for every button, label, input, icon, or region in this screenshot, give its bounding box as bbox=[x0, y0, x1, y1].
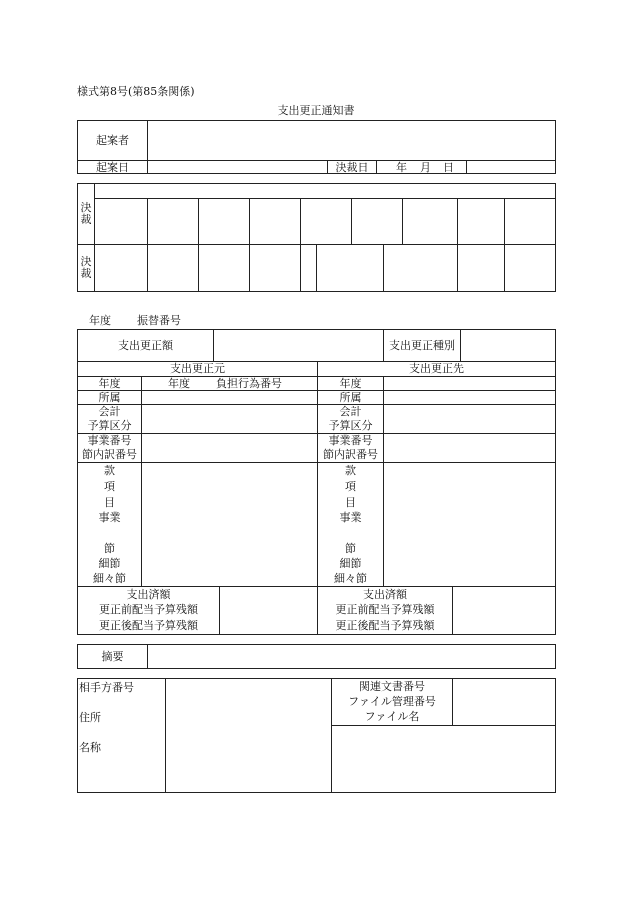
approval-label-1: 決裁 bbox=[80, 201, 92, 226]
dest-heading: 支出更正先 bbox=[409, 362, 464, 375]
source-nendo: 年度 bbox=[98, 377, 121, 390]
source-class-setsu: 節 bbox=[104, 542, 115, 555]
dest-paid: 支出済額 bbox=[363, 588, 407, 601]
transfer-number-label: 振替番号 bbox=[137, 314, 181, 327]
source-jigyo-no: 事業番号 bbox=[87, 434, 132, 447]
source-before: 更正前配当予算残額 bbox=[99, 603, 198, 616]
dest-kaikei: 会計 bbox=[339, 405, 362, 418]
approval-label-2: 決裁 bbox=[80, 255, 92, 280]
source-class-moku: 目 bbox=[104, 496, 115, 509]
source-shozoku: 所属 bbox=[98, 391, 121, 404]
source-heading: 支出更正元 bbox=[170, 362, 225, 375]
decision-date-label: 決裁日 bbox=[335, 161, 369, 174]
dest-after: 更正後配当予算残額 bbox=[335, 619, 435, 632]
fiscal-year-label: 年度 bbox=[89, 314, 111, 327]
dest-class-moku: 目 bbox=[345, 496, 356, 509]
file-name-label: ファイル名 bbox=[364, 710, 420, 723]
year-label: 年 bbox=[396, 161, 407, 174]
dest-shozoku: 所属 bbox=[339, 391, 362, 404]
source-setsu-no: 節内訳番号 bbox=[82, 448, 137, 461]
name-label: 名称 bbox=[79, 741, 101, 754]
dest-yosan-kubun: 予算区分 bbox=[328, 419, 373, 432]
source-class-kou: 項 bbox=[104, 480, 115, 493]
dest-setsu-no: 節内訳番号 bbox=[323, 448, 378, 461]
source-class-saisaisetsu: 細々節 bbox=[93, 572, 126, 585]
day-label: 日 bbox=[443, 161, 454, 174]
source-yosan-kubun: 予算区分 bbox=[87, 419, 132, 432]
draft-date-label: 起案日 bbox=[96, 161, 129, 174]
drafter-label: 起案者 bbox=[96, 134, 129, 147]
form-number: 様式第8号(第85条関係) bbox=[77, 85, 195, 98]
summary-label: 摘要 bbox=[101, 650, 124, 663]
source-nendo-2: 年度 bbox=[168, 377, 190, 390]
dest-class-jigyo: 事業 bbox=[339, 511, 362, 524]
correction-type-label: 支出更正種別 bbox=[389, 339, 455, 352]
dest-class-kou: 項 bbox=[345, 480, 356, 493]
dest-before: 更正前配当予算残額 bbox=[335, 603, 435, 616]
dest-class-saisaisetsu: 細々節 bbox=[334, 572, 367, 585]
source-after: 更正後配当予算残額 bbox=[99, 619, 198, 632]
dest-nendo: 年度 bbox=[339, 377, 362, 390]
dest-class-kan: 款 bbox=[345, 464, 356, 477]
source-kaikei: 会計 bbox=[98, 405, 121, 418]
dest-class-saisetsu: 細節 bbox=[339, 557, 362, 570]
source-paid: 支出済額 bbox=[126, 588, 171, 601]
source-burden-no: 負担行為番号 bbox=[216, 377, 282, 390]
correction-amount-label: 支出更正額 bbox=[118, 339, 173, 352]
dest-class-setsu: 節 bbox=[345, 542, 356, 555]
file-mgmt-no-label: ファイル管理番号 bbox=[348, 695, 436, 708]
dest-jigyo-no: 事業番号 bbox=[328, 434, 373, 447]
source-class-jigyo: 事業 bbox=[98, 511, 121, 524]
address-label: 住所 bbox=[79, 711, 101, 724]
page-title: 支出更正通知書 bbox=[277, 104, 355, 117]
related-doc-no-label: 関連文書番号 bbox=[359, 680, 425, 693]
source-class-kan: 款 bbox=[104, 464, 115, 477]
source-class-saisetsu: 細節 bbox=[98, 557, 121, 570]
partner-number-label: 相手方番号 bbox=[79, 681, 134, 694]
month-label: 月 bbox=[420, 161, 431, 174]
